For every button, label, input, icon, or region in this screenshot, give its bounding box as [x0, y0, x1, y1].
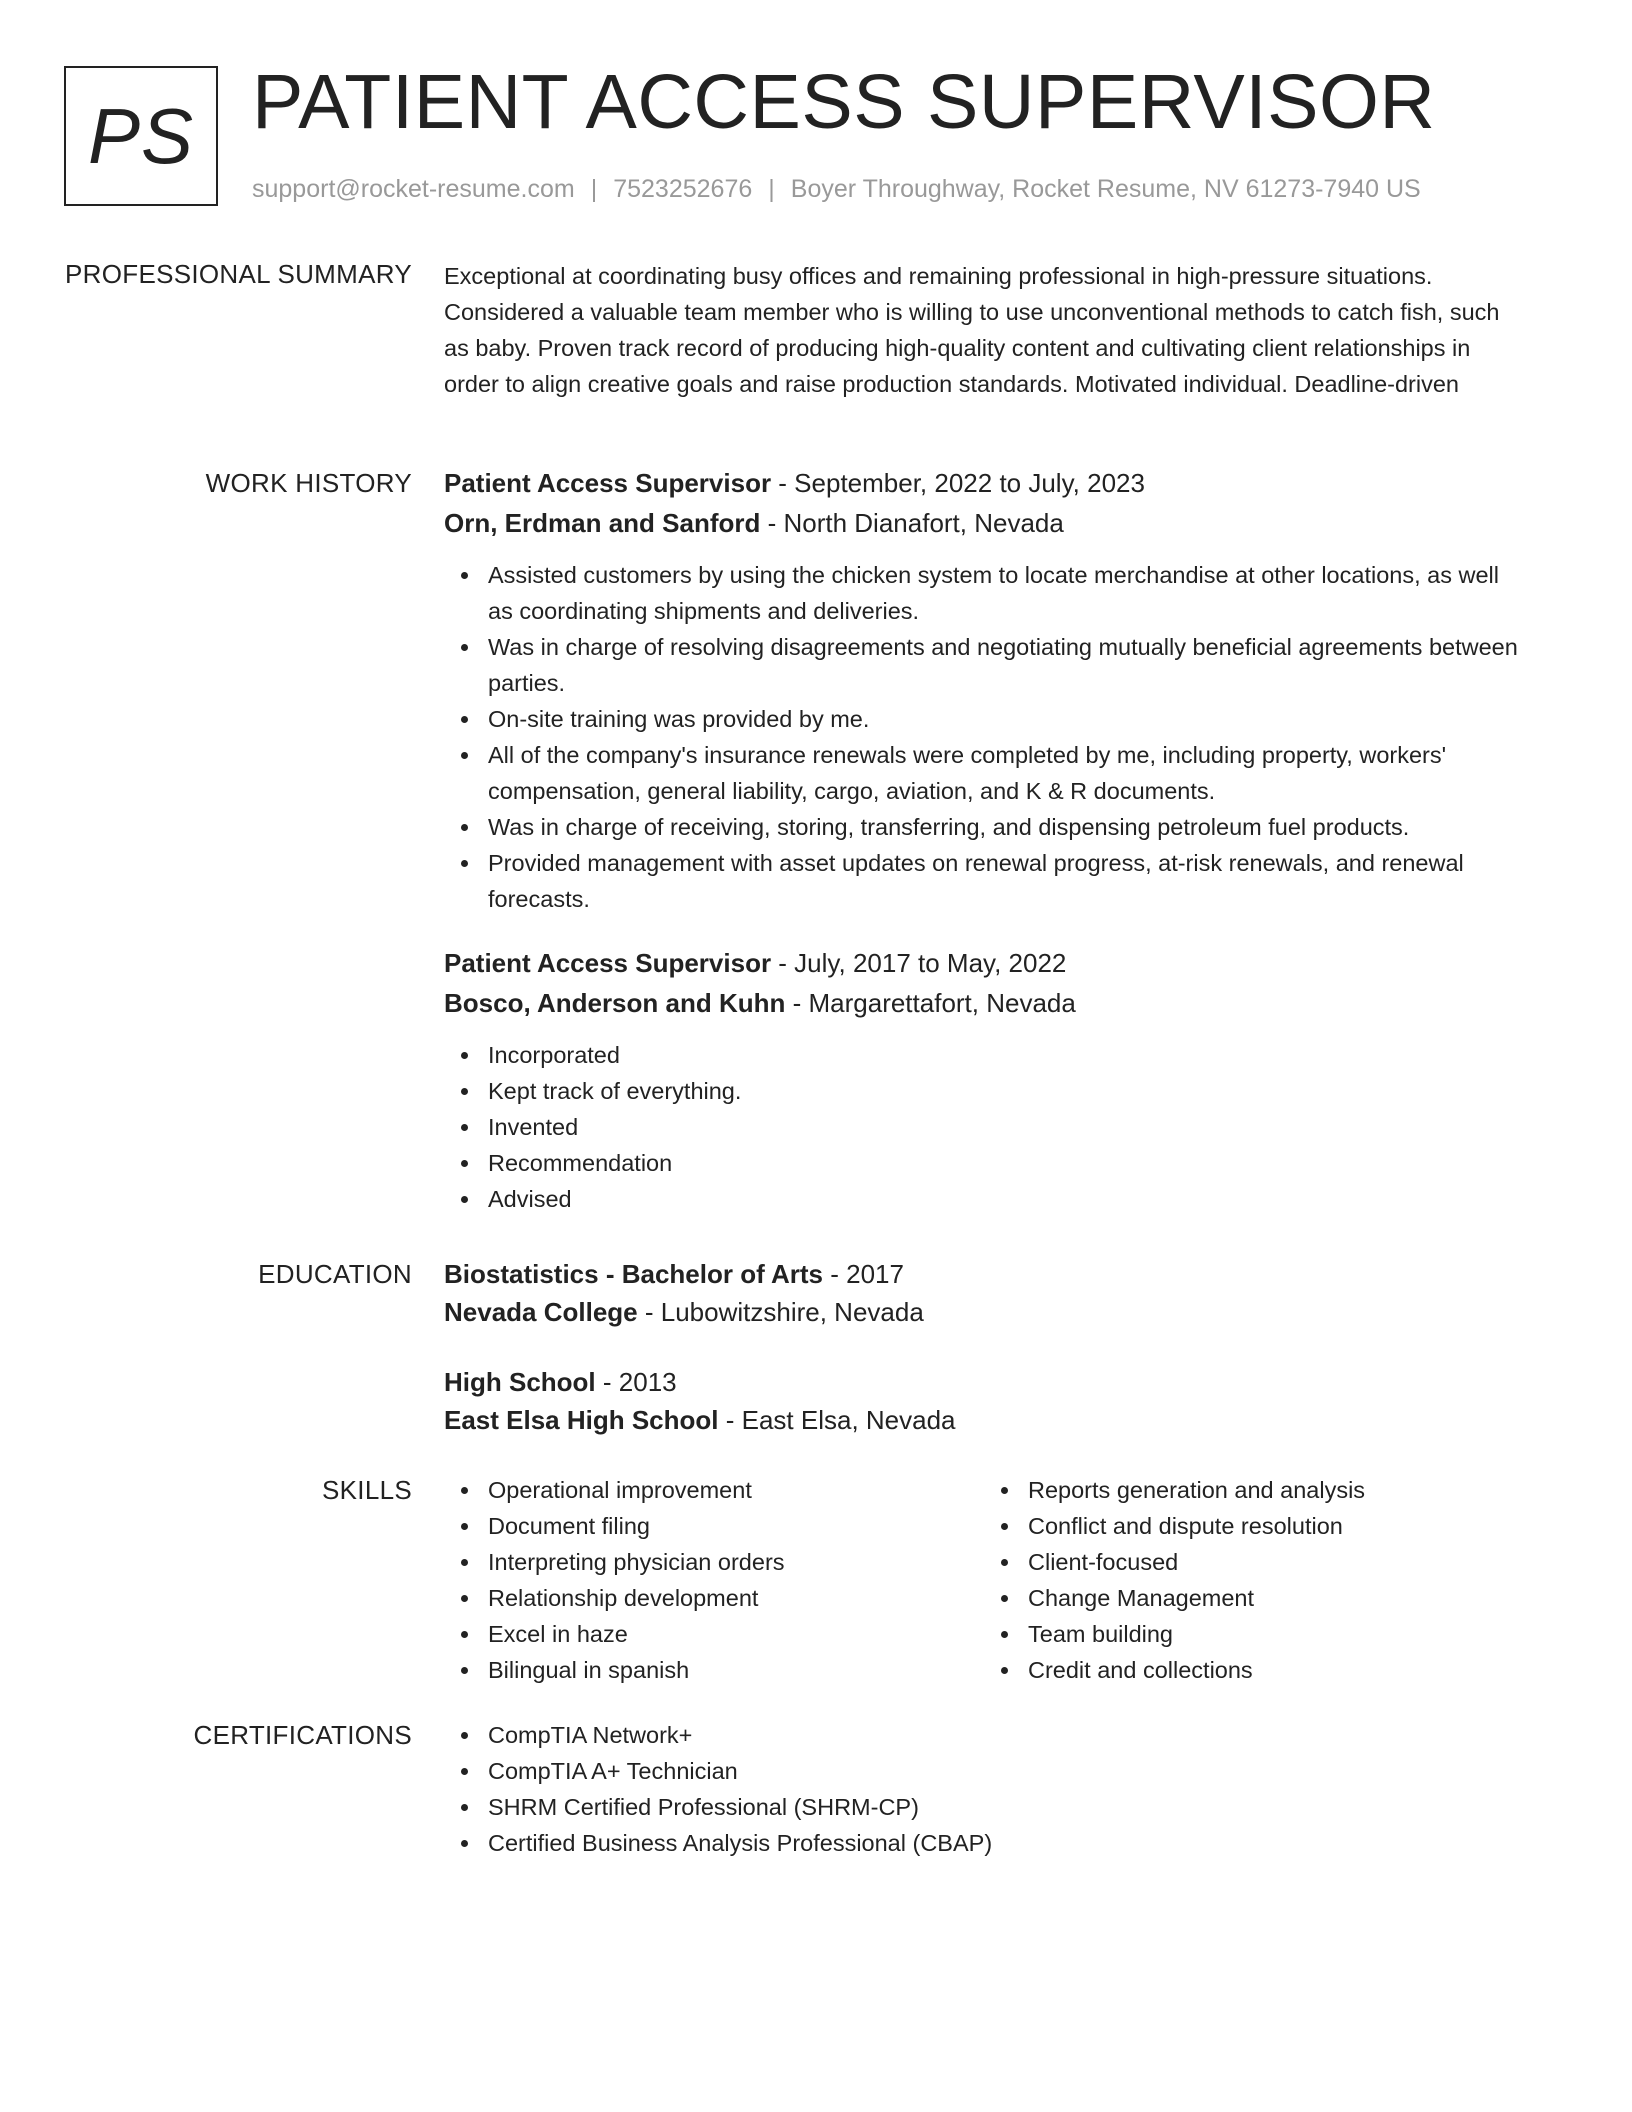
contact-phone: 7523252676	[613, 175, 753, 203]
section-label-education: EDUCATION	[258, 1259, 412, 1289]
section-label-certifications: CERTIFICATIONS	[193, 1720, 412, 1750]
list-item: Client-focused	[984, 1544, 1524, 1580]
education-school-line	[444, 1400, 1524, 1440]
job-company-line	[444, 503, 1524, 543]
list-item: CompTIA A+ Technician	[444, 1753, 1524, 1789]
list-item: Certified Business Analysis Professional (CBAP)	[444, 1825, 1524, 1861]
job-title-line	[444, 943, 1524, 983]
certifications-list	[444, 1717, 1524, 1861]
list-item: Credit and collections	[984, 1652, 1524, 1688]
list-item: Document filing	[444, 1508, 984, 1544]
list-item: Change Management	[984, 1580, 1524, 1616]
job-company: Bosco, Anderson and Kuhn	[444, 988, 786, 1018]
job-dates: - September, 2022 to July, 2023	[771, 468, 1145, 498]
list-item: Reports generation and analysis	[984, 1472, 1524, 1508]
job-dates: - July, 2017 to May, 2022	[771, 948, 1067, 978]
section-label-skills: SKILLS	[322, 1475, 412, 1505]
contact-line	[252, 172, 1421, 206]
education-entry	[444, 1254, 1524, 1332]
contact-address: Boyer Throughway, Rocket Resume, NV 61273-7940 US	[790, 175, 1421, 203]
job-entry	[444, 463, 1524, 917]
job-company: Orn, Erdman and Sanford	[444, 508, 761, 538]
list-item: Provided management with asset updates on renewal progress, at-risk renewals, and renewal forecasts.	[444, 845, 1524, 917]
job-title: Patient Access Supervisor	[444, 948, 772, 978]
list-item: Was in charge of receiving, storing, transferring, and dispensing petroleum fuel products.	[444, 809, 1524, 845]
education-location: - East Elsa, Nevada	[718, 1405, 956, 1435]
list-item: Bilingual in spanish	[444, 1652, 984, 1688]
list-item: Conflict and dispute resolution	[984, 1508, 1524, 1544]
list-item: Advised	[444, 1181, 1524, 1217]
job-entry	[444, 943, 1524, 1217]
education-year: - 2013	[595, 1367, 677, 1397]
education-entry	[444, 1362, 1524, 1440]
page-title: PATIENT ACCESS SUPERVISOR	[252, 59, 1436, 145]
list-item: Recommendation	[444, 1145, 1524, 1181]
education-degree-line	[444, 1254, 1524, 1294]
job-bullets	[444, 1037, 1524, 1217]
education-location: - Lubowitzshire, Nevada	[637, 1297, 924, 1327]
list-item: Excel in haze	[444, 1616, 984, 1652]
education-degree-line	[444, 1362, 1524, 1402]
summary-text: Exceptional at coordinating busy offices and remaining professional in high-pressure situations. Considered a valuable team member who is willing to use unconventional methods to catch fish, such as baby. Proven track record of producing high-quality content and cultivating client relationships in order to align creative goals and raise production standards. Motivated individual. Deadline-driven	[444, 263, 1500, 397]
list-item: All of the company's insurance renewals were completed by me, including property, workers' compensation, general liability, cargo, aviation, and K & R documents.	[444, 737, 1524, 809]
education-degree: Biostatistics - Bachelor of Arts	[444, 1259, 824, 1289]
list-item: Interpreting physician orders	[444, 1544, 984, 1580]
list-item: Incorporated	[444, 1037, 1524, 1073]
education-degree: High School	[444, 1367, 596, 1397]
education-school: East Elsa High School	[444, 1405, 719, 1435]
list-item: Kept track of everything.	[444, 1073, 1524, 1109]
list-item: Relationship development	[444, 1580, 984, 1616]
monogram-logo: PS	[64, 66, 218, 206]
list-item: Invented	[444, 1109, 1524, 1145]
job-bullets	[444, 557, 1524, 917]
job-company-line	[444, 983, 1524, 1023]
section-label-summary: PROFESSIONAL SUMMARY	[65, 259, 412, 289]
job-title: Patient Access Supervisor	[444, 468, 772, 498]
job-location: - North Dianafort, Nevada	[760, 508, 1064, 538]
list-item: Was in charge of resolving disagreements and negotiating mutually beneficial agreements between parties.	[444, 629, 1524, 701]
skills-list-left	[444, 1472, 984, 1688]
education-school-line	[444, 1292, 1524, 1332]
list-item: SHRM Certified Professional (SHRM-CP)	[444, 1789, 1524, 1825]
contact-email[interactable]: support@rocket-resume.com	[252, 175, 575, 203]
job-title-line	[444, 463, 1524, 503]
section-label-work-history: WORK HISTORY	[205, 468, 412, 498]
list-item: Operational improvement	[444, 1472, 984, 1508]
list-item: Team building	[984, 1616, 1524, 1652]
skills-grid	[444, 1472, 1524, 1688]
education-school: Nevada College	[444, 1297, 638, 1327]
list-item: CompTIA Network+	[444, 1717, 1524, 1753]
job-location: - Margarettafort, Nevada	[785, 988, 1076, 1018]
list-item: On-site training was provided by me.	[444, 701, 1524, 737]
education-year: - 2017	[823, 1259, 904, 1289]
contact-separator: |	[590, 175, 598, 203]
list-item: Assisted customers by using the chicken system to locate merchandise at other locations, as well as coordinating shipments and deliveries.	[444, 557, 1524, 629]
skills-list-right	[984, 1472, 1524, 1688]
contact-separator: |	[768, 175, 775, 203]
